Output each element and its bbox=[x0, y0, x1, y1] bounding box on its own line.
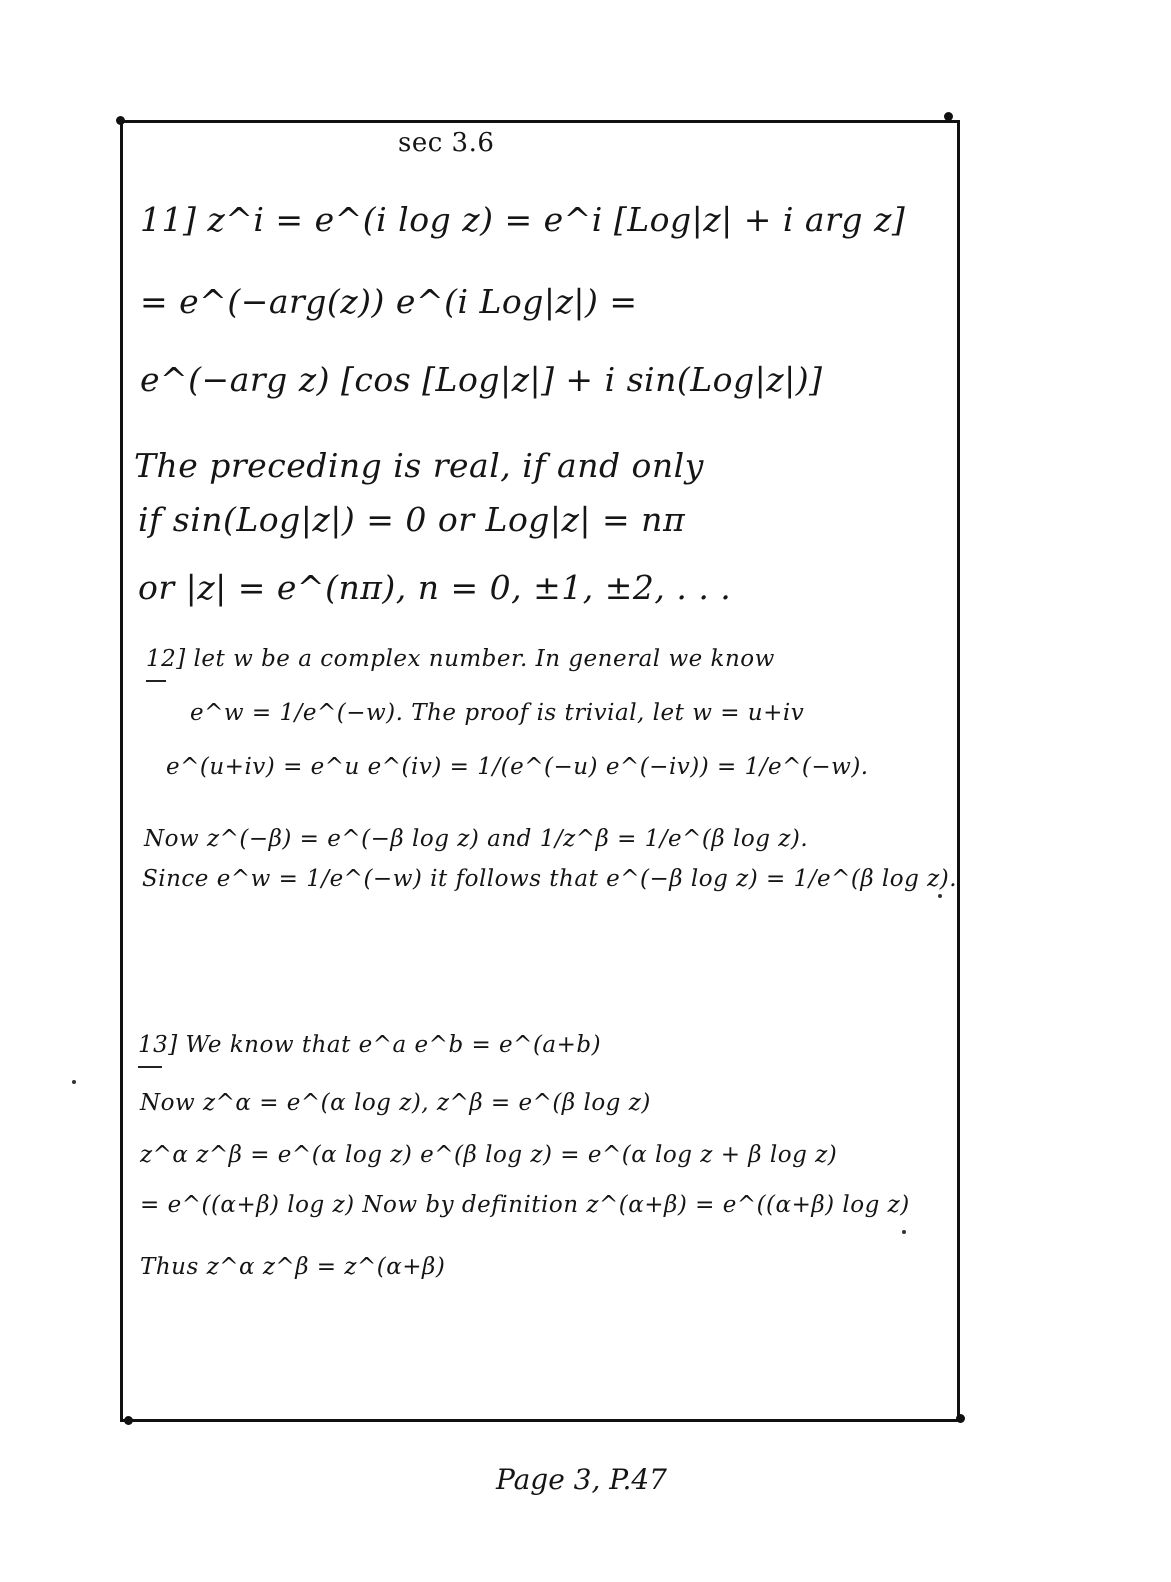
page-footer: Page 3, P.47 bbox=[496, 1463, 667, 1496]
problem-13-number-underline bbox=[138, 1066, 162, 1068]
problem-12-line-2: e^w = 1/e^(−w). The proof is trivial, let w = u+iv bbox=[190, 700, 805, 726]
problem-13-line-3: z^α z^β = e^(α log z) e^(β log z) = e^(α log z + β log z) bbox=[140, 1142, 838, 1168]
problem-11-line-6: or |z| = e^(nπ), n = 0, ±1, ±2, . . . bbox=[138, 568, 732, 607]
problem-11-line-5: if sin(Log|z|) = 0 or Log|z| = nπ bbox=[138, 500, 686, 539]
problem-11-line-3: e^(−arg z) [cos [Log|z|] + i sin(Log|z|)] bbox=[140, 360, 823, 399]
problem-11-line-2: = e^(−arg(z)) e^(i Log|z|) = bbox=[140, 282, 638, 321]
frame-corner-bottom-right bbox=[956, 1414, 965, 1423]
frame-corner-bottom-left bbox=[124, 1416, 133, 1425]
frame-corner-top-left bbox=[116, 116, 125, 125]
problem-12-line-4: Now z^(−β) = e^(−β log z) and 1/z^β = 1/e^(β log z). bbox=[144, 826, 809, 852]
scan-speck bbox=[902, 1230, 906, 1234]
problem-13-line-5: Thus z^α z^β = z^(α+β) bbox=[140, 1254, 446, 1280]
problem-13-line-1: 13] We know that e^a e^b = e^(a+b) bbox=[138, 1032, 602, 1058]
scan-speck bbox=[938, 894, 942, 898]
scan-speck bbox=[72, 1080, 76, 1084]
section-title: sec 3.6 bbox=[398, 128, 495, 158]
problem-12-number-underline bbox=[146, 680, 166, 682]
problem-12-line-1: 12] let w be a complex number. In general we know bbox=[146, 646, 775, 672]
problem-12-line-5: Since e^w = 1/e^(−w) it follows that e^(−β log z) = 1/e^(β log z). bbox=[142, 866, 958, 892]
problem-11-line-1: 11] z^i = e^(i log z) = e^i [Log|z| + i arg z] bbox=[140, 200, 906, 239]
frame-corner-top-right bbox=[944, 112, 953, 121]
problem-11-line-4: The preceding is real, if and only bbox=[134, 446, 704, 485]
problem-13-line-2: Now z^α = e^(α log z), z^β = e^(β log z) bbox=[140, 1090, 651, 1116]
problem-13-line-4: = e^((α+β) log z) Now by definition z^(α+β) = e^((α+β) log z) bbox=[140, 1192, 910, 1218]
problem-12-line-3: e^(u+iv) = e^u e^(iv) = 1/(e^(−u) e^(−iv)) = 1/e^(−w). bbox=[166, 754, 869, 780]
